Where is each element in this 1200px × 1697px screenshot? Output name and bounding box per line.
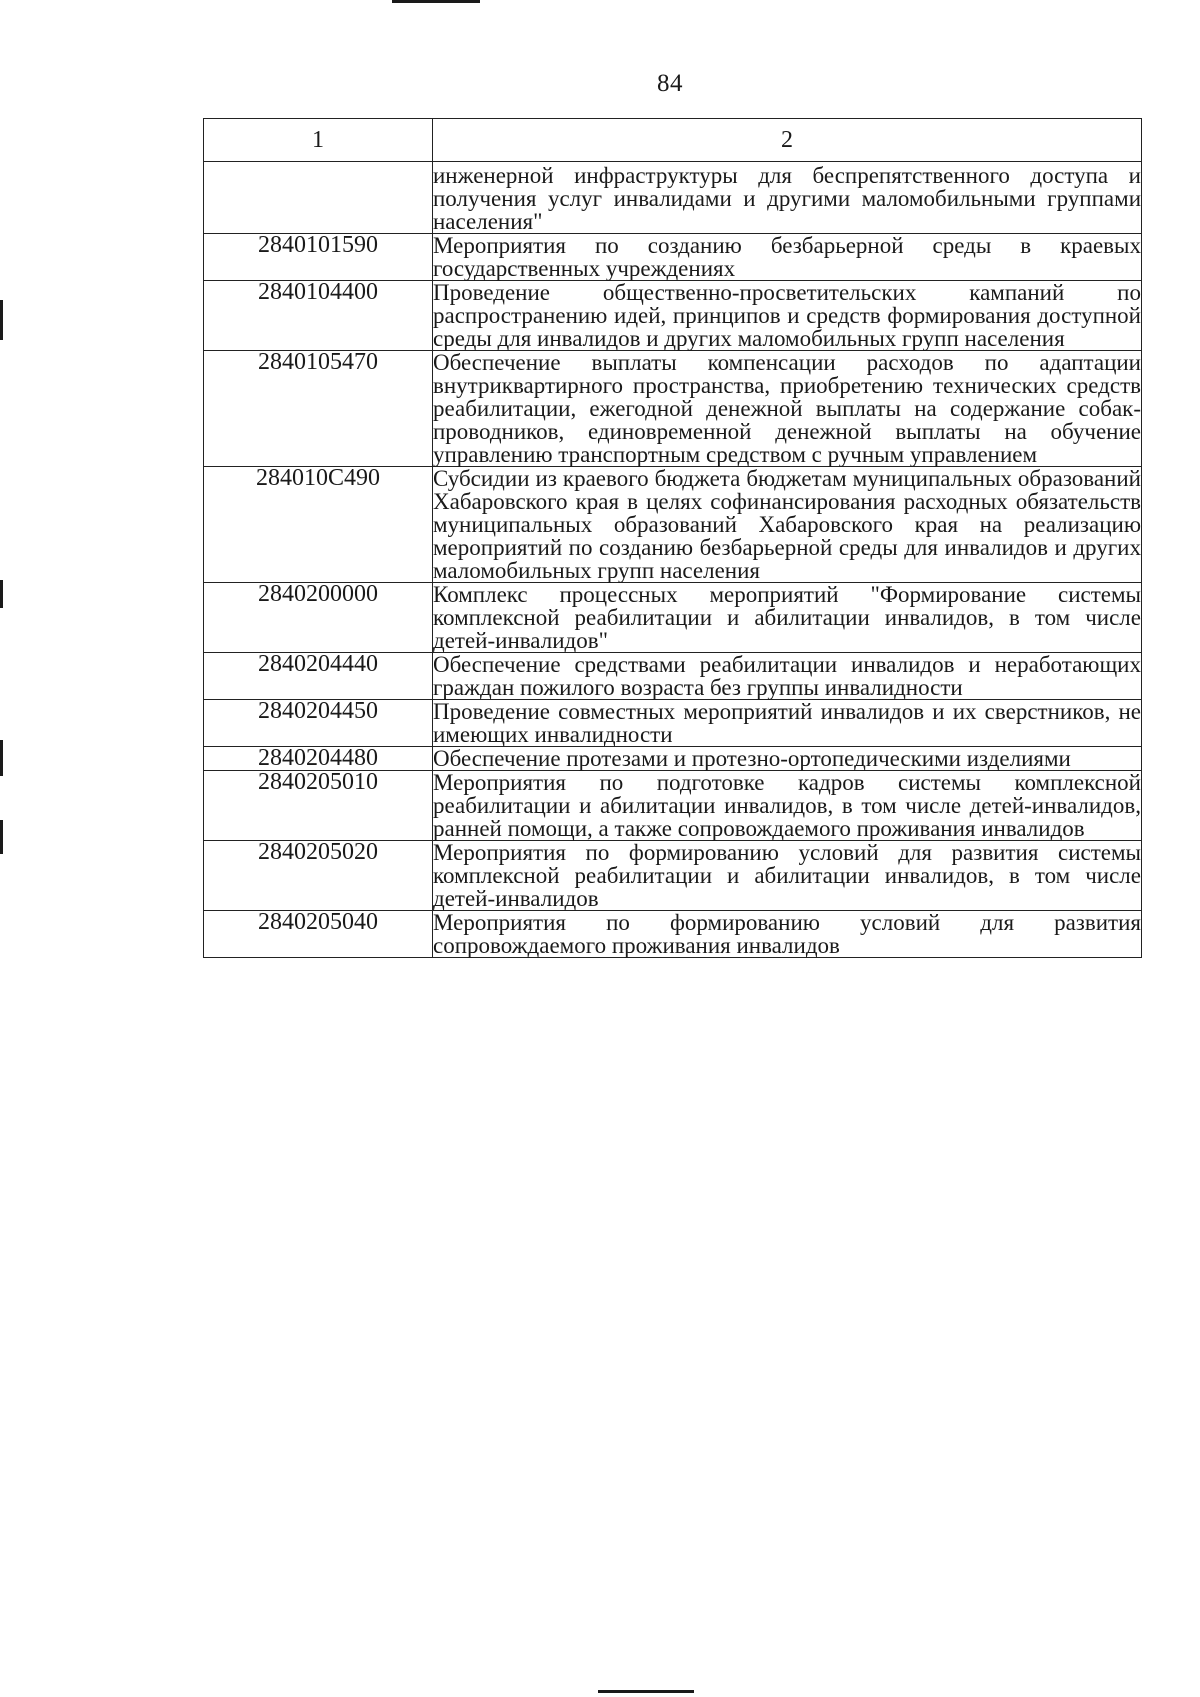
row-description: Мероприятия по созданию безбарьерной среды в краевых государственных учреждениях [433, 233, 1141, 281]
table-row [204, 351, 1142, 467]
table-header-row [204, 119, 1142, 162]
scan-artifact-left-edge [0, 580, 3, 608]
row-description: Мероприятия по подготовке кадров системы комплексной реабилитации и абилитации инвалидов, в том числе детей-инвалидов, ранней помощи, а также сопровождаемого проживания инвалидов [433, 770, 1141, 841]
row-code: 2840105470 [204, 351, 433, 467]
page-number: 84 [657, 70, 683, 97]
table-row [204, 281, 1142, 351]
table-row [204, 911, 1142, 958]
table-row [204, 700, 1142, 747]
table-row [204, 771, 1142, 841]
row-code: 2840204440 [204, 653, 433, 700]
row-description: Субсидии из краевого бюджета бюджетам муниципальных образований Хабаровского края в целях софинансирования расходных обязательств муниципальных образований Хабаровского края на реализацию мероприятий по созданию безбарьерной среды для инвалидов и других маломобильных групп населения [433, 466, 1141, 583]
row-code: 2840104400 [204, 281, 433, 351]
table-row [204, 583, 1142, 653]
table-row [204, 841, 1142, 911]
row-description: Обеспечение средствами реабилитации инвалидов и неработающих граждан пожилого возраста без группы инвалидности [433, 652, 1141, 700]
row-code [204, 162, 433, 234]
row-description: Мероприятия по формированию условий для развития системы комплексной реабилитации и абилитации инвалидов, в том числе детей-инвалидов [433, 840, 1141, 911]
scan-artifact-left-edge [0, 740, 3, 776]
row-description: Проведение совместных мероприятий инвалидов и их сверстников, не имеющих инвалидности [433, 699, 1141, 747]
column-header-description: 2 [433, 119, 1142, 162]
row-description: инженерной инфраструктуры для беспрепятственного доступа и получения услуг инвалидами и другими маломобильными группами населения" [433, 163, 1141, 234]
row-description: Комплекс процессных мероприятий "Формирование системы комплексной реабилитации и абилитации инвалидов, в том числе детей-инвалидов" [433, 582, 1141, 653]
budget-classification-table [203, 118, 1142, 958]
scan-artifact-top [392, 0, 480, 3]
row-description: Обеспечение выплаты компенсации расходов по адаптации внутриквартирного пространства, приобретению технических средств реабилитации, ежегодной денежной выплаты на содержание собак-проводников, единовременной денежной выплаты на обучение управлению транспортным средством с ручным управлением [433, 350, 1141, 467]
scan-artifact-bottom [598, 1690, 694, 1693]
table-row [204, 747, 1142, 771]
row-code: 2840101590 [204, 234, 433, 281]
scan-artifact-left-edge [0, 300, 3, 340]
scan-artifact-left-edge [0, 820, 3, 854]
table-row [204, 467, 1142, 583]
table-row [204, 653, 1142, 700]
row-code: 2840205010 [204, 771, 433, 841]
row-code: 2840205020 [204, 841, 433, 911]
row-code: 284010С490 [204, 467, 433, 583]
row-description: Обеспечение протезами и протезно-ортопедическими изделиями [433, 747, 1142, 771]
table-row [204, 162, 1142, 234]
row-code: 2840200000 [204, 583, 433, 653]
row-code: 2840204480 [204, 747, 433, 771]
row-description: Проведение общественно-просветительских кампаний по распространению идей, принципов и средств формирования доступной среды для инвалидов и других маломобильных групп населения [433, 280, 1141, 351]
row-code: 2840205040 [204, 911, 433, 958]
column-header-code: 1 [204, 119, 433, 162]
row-code: 2840204450 [204, 700, 433, 747]
table-row [204, 234, 1142, 281]
row-description: Мероприятия по формированию условий для развития сопровождаемого проживания инвалидов [433, 910, 1141, 958]
